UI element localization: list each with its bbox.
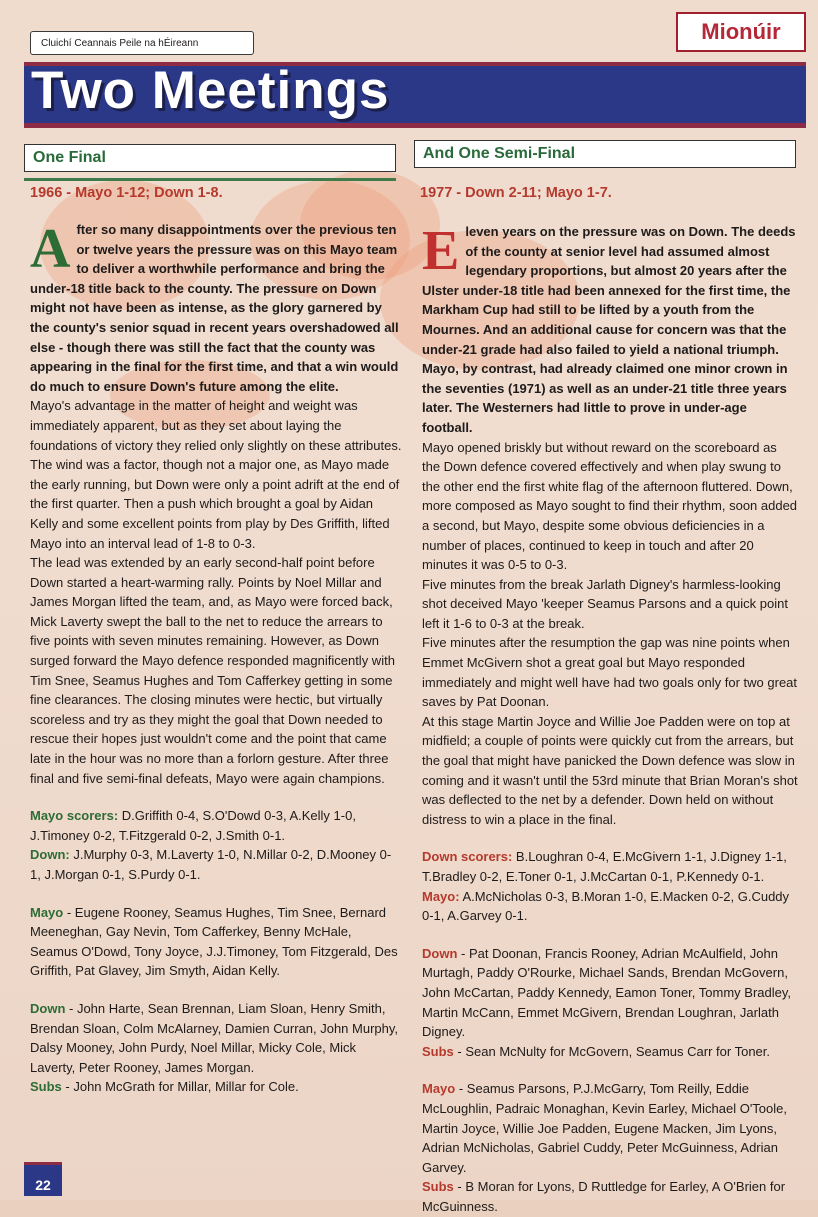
left-column — [30, 220, 402, 1097]
page-number: 22 — [24, 1162, 62, 1196]
right-heading: And One Semi-Final — [414, 140, 796, 168]
left-team-down — [30, 999, 402, 1077]
left-paragraph-1: Mayo's advantage in the matter of height and weight was immediately apparent, but as they set about laying the foundations of victory they relied only slightly on these attributes. The wind was a factor, though not a major one, as Mayo made the early running, but Down were only a point adrift at the end of the first quarter. Then a push which brought a goal by Aidan Kelly and some excellent points from play by Des Griffith, lifted Mayo into an interval lead of 1-8 to 0-3. — [30, 398, 402, 551]
left-team-mayo — [30, 903, 402, 981]
team-label: Mayo — [30, 904, 64, 920]
series-label: Cluichí Ceannais Peile na hÉireann — [30, 31, 254, 55]
left-heading: One Final — [24, 144, 396, 172]
left-paragraph-2: The lead was extended by an early second-half point before Down started a heart-warming rally. Points by Noel Millar and James Morgan lifted the team, and, as Mayo were forced back, Mick Laverty swept the ball to the net to reduce the arrears to five points with seven minutes remaining. However, as Down surged forward the Mayo defence responded magnificently with Tim Snee, Seamus Hughes and Tom Cafferkey getting in some fine clearances. The closing minutes were hectic, but virtually scoreless and try as they might the goal that Down needed to rescue their hopes just wouldn't come and the point that came late in the hour was no more than a forlorn gesture. After three final and five semi-final defeats, Mayo were again champions. — [30, 555, 395, 786]
subs-label: Subs — [422, 1179, 454, 1195]
team-text: - Eugene Rooney, Seamus Hughes, Tim Snee, Bernard Meeneghan, Gay Nevin, Tom Cafferkey, Benny McHale, Seamus O'Dowd, Tony Joyce, J.J.Timoney, Tom Fitzgerald, Des Griffith, Pat Glavey, Jim Smyth, Aidan Kelly. — [30, 904, 398, 979]
right-scorers-down — [422, 847, 798, 886]
right-paragraph-4: At this stage Martin Joyce and Willie Joe Padden were on top at midfield; a couple of points were quickly cut from the arrears, but the goal that might have panicked the Down defence was slow in coming and it wasn't until the 53rd minute that Brian Moran's shot was deflected to the net by a defender. Down held on without distress to win a place in the final. — [422, 713, 798, 827]
right-score: 1977 - Down 2-11; Mayo 1-7. — [420, 185, 612, 201]
subs-text: - John McGrath for Millar, Millar for Cole. — [61, 1079, 299, 1095]
team-label: Down — [422, 945, 458, 961]
team-text: - John Harte, Sean Brennan, Liam Sloan, Henry Smith, Brendan Sloan, Colm McAlarney, Damien Curran, John Murphy, Dalsy Mooney, John Purdy, Noel Millar, Micky Cole, Mick Laverty, Peter Rooney, James Morgan. — [30, 1000, 399, 1075]
right-column — [422, 222, 798, 1217]
right-paragraph-2: Five minutes from the break Jarlath Digney's harmless-looking shot deceived Mayo 'keeper Seamus Parsons and a quick point left it 1-6 to 0-3 at the break. — [422, 576, 788, 631]
right-subs-down — [422, 1042, 798, 1062]
scorers-text: J.Murphy 0-3, M.Laverty 1-0, N.Millar 0-2, D.Mooney 0-1, J.Morgan 0-1, S.Purdy 0-1. — [30, 847, 392, 882]
scorers-text: B.Loughran 0-4, E.McGivern 1-1, J.Digney 1-1, T.Bradley 0-2, E.Toner 0-1, J.McCartan 0-1, P.Kennedy 0-1. — [422, 849, 787, 884]
divider — [24, 178, 396, 181]
subs-label: Subs — [422, 1043, 454, 1059]
page-title: Two Meetings — [31, 61, 390, 120]
right-dropcap: E — [422, 220, 460, 282]
team-label: Mayo — [422, 1081, 456, 1097]
scorers-label: Down: — [30, 847, 70, 863]
right-intro — [422, 222, 798, 438]
subs-text: - B Moran for Lyons, D Ruttledge for Earley, A O'Brien for McGuinness. — [422, 1179, 786, 1214]
scorers-label: Mayo: — [422, 888, 460, 904]
scorers-text: A.McNicholas 0-3, B.Moran 1-0, E.Macken 0-2, G.Cuddy 0-1, A.Garvey 0-1. — [422, 888, 790, 924]
right-paragraph-3: Five minutes after the resumption the gap was nine points when Emmet McGivern shot a great goal but Mayo responded immediately and might well have had two goals only for two great saves by Pat Doonan. — [422, 635, 798, 710]
left-score: 1966 - Mayo 1-12; Down 1-8. — [30, 185, 223, 201]
scorers-label: Mayo scorers: — [30, 808, 119, 824]
scorers-text: D.Griffith 0-4, S.O'Dowd 0-3, A.Kelly 1-0, J.Timoney 0-2, T.Fitzgerald 0-2, J.Smith 0-1. — [30, 808, 356, 843]
scorers-label: Down scorers: — [422, 849, 513, 865]
subs-label: Subs — [30, 1079, 62, 1095]
left-intro — [30, 220, 402, 396]
team-text: - Seamus Parsons, P.J.McGarry, Tom Reilly, Eddie McLoughlin, Padraic Monaghan, Kevin Earley, Michael O'Toole, Martin Joyce, Willie Joe Padden, Eugene Macken, Jim Lyons, Adrian McNicholas, Gabriel Cuddy, Peter McGuinness, Adrian Garvey. — [422, 1081, 787, 1175]
left-intro-text: fter so many disappointments over the previous ten or twelve years the pressure was on this Mayo team to deliver a worthwhile performance and bring the under-18 title back to the county. The pressure on Down might not have been as intense, as the glory garnered by the county's senior squad in recent years overshadowed all else - though there was still the fact that the county was appearing in the final for the first time, and that a win would do much to ensure Down's future among the elite. — [30, 222, 399, 394]
left-scorers-down — [30, 845, 402, 884]
right-team-down — [422, 944, 798, 1042]
right-paragraph-1: Mayo opened briskly but without reward on the scoreboard as the Down defence covered effectively and when play swung to the other end the first white flag of the afternoon fluttered. Down, more composed as Mayo sought to find their rhythm, soon added a second, but Mayo, despite some obvious deficiencies in a number of places, continued to keep in touch and after 20 minutes it was 0-5 to 0-3. — [422, 439, 798, 573]
left-subs — [30, 1077, 402, 1097]
right-team-mayo — [422, 1079, 798, 1177]
section-tag: Mionúir — [676, 12, 806, 52]
left-scorers-mayo — [30, 806, 402, 845]
right-intro-text: leven years on the pressure was on Down. The deeds of the county at senior level had assumed almost legendary proportions, but almost 20 years after the Ulster under-18 title had been annexed for the first time, the Markham Cup had still to be lifted by a youth from the Mournes. And an additional cause for concern was that the under-21 grade had also failed to yield a national triumph. Mayo, by contrast, had already claimed one minor crown in the seventies (1971) as well as an under-21 title three years later. The Westerners had little to prove in under-age football. — [422, 224, 796, 435]
team-label: Down — [30, 1000, 66, 1016]
right-subs-mayo — [422, 1177, 798, 1216]
right-scorers-mayo — [422, 887, 798, 926]
subs-text: - Sean McNulty for McGovern, Seamus Carr for Toner. — [453, 1043, 770, 1059]
team-text: - Pat Doonan, Francis Rooney, Adrian McAulfield, John Murtagh, Paddy O'Rourke, Michael Sands, Brendan McGovern, John McCartan, Paddy Kennedy, Eamon Toner, Tommy Bradley, Martin McCann, Emmet McGivern, Brendan Loughran, Jarlath Digney. — [422, 945, 792, 1040]
left-dropcap: A — [30, 218, 71, 280]
